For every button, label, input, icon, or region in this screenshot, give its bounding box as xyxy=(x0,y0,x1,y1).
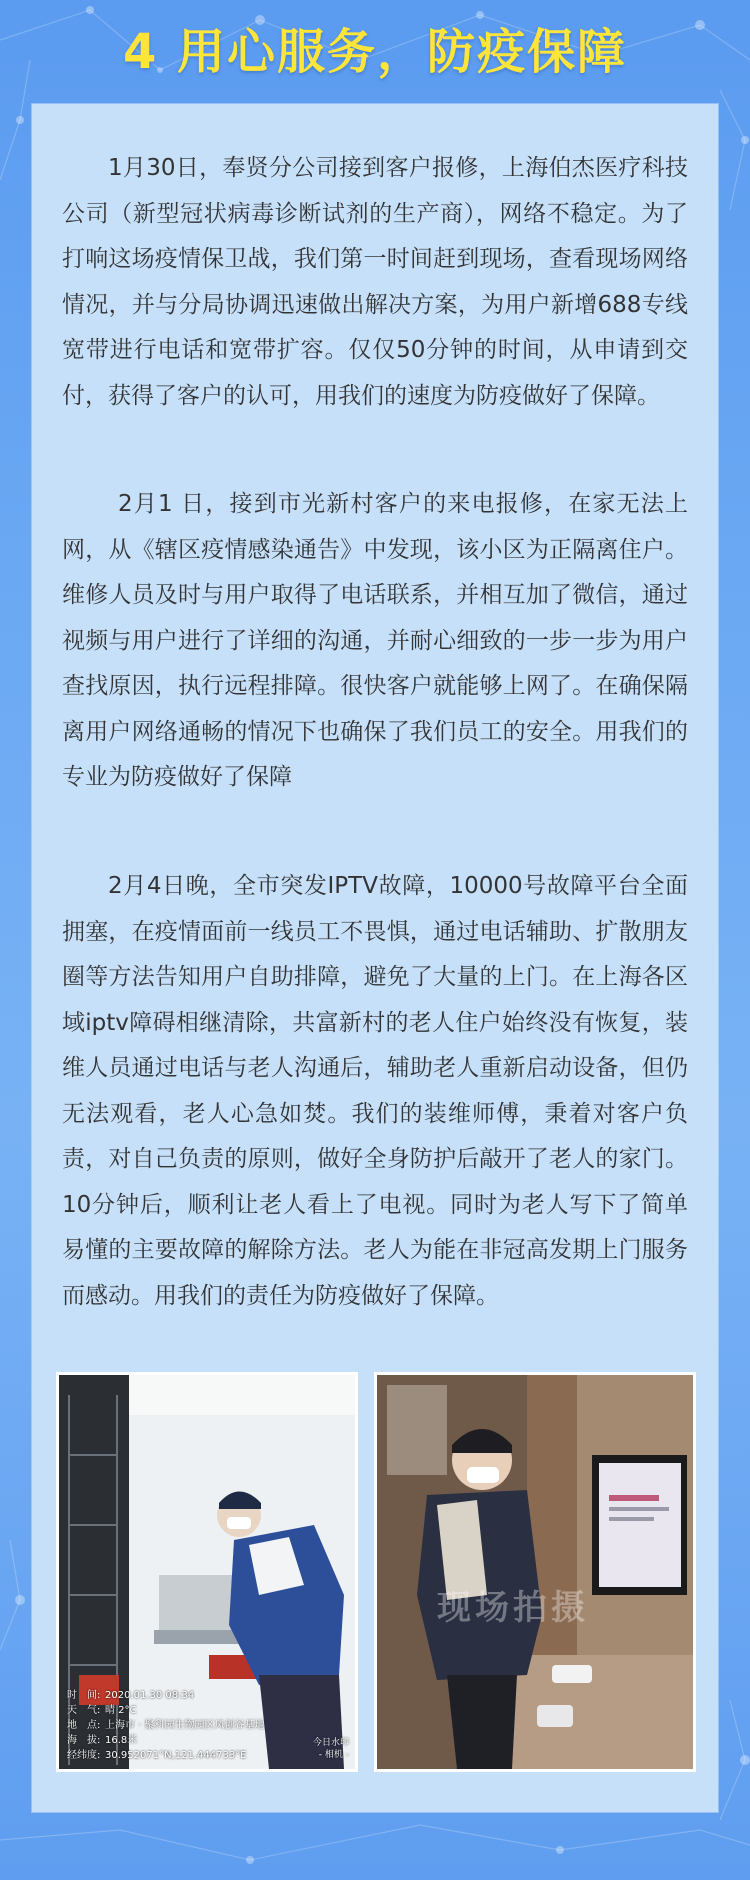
content-card xyxy=(32,104,718,1812)
watermark-app-logo: 今日水印 - 相机 - xyxy=(312,1738,349,1760)
photo-watermark-info: 时 间: 2020.01.30 08:34 天 气: 晴 2°C 地 点: 上海市 · 聚科园生物园区凤创谷基地 海 拔: 16.8米 经纬度: 30.952071°N,121.444733°E xyxy=(67,1690,265,1761)
photo-watermark: 现场拍摄 xyxy=(437,1588,589,1628)
paragraph-feb-1: 2月1 日，接到市光新村客户的来电报修，在家无法上网，从《辖区疫情感染通告》中发现，该小区为正隔离住户。维修人员及时与用户取得了电话联系，并相互加了微信，通过视频与用户进行了详细的沟通，并耐心细致的一步一步为用户查找原因，执行远程排障。很快客户就能够上网了。在确保隔离用户网络通畅的情况下也确保了我们员工的安全。用我们的专业为防疫做好了保障 xyxy=(62,491,688,790)
photo-server-room-repair xyxy=(56,1372,358,1772)
paragraph-jan-30: 1月30日，奉贤分公司接到客户报修，上海伯杰医疗科技公司（新型冠状病毒诊断试剂的生产商），网络不稳定。为了打响这场疫情保卫战，我们第一时间赶到现场，查看现场网络情况，并与分局协调迅速做出解决方案，为用户新增688专线宽带进行电话和宽带扩容。仅仅50分钟的时间，从申请到交付，获得了客户的认可，用我们的速度为防疫做好了保障。 xyxy=(62,155,688,409)
section-title: 4 用心服务，防疫保障 xyxy=(122,24,628,80)
home-tv-illustration xyxy=(377,1375,693,1769)
paragraph-feb-4: 2月4日晚，全市突发IPTV故障，10000号故障平台全面拥塞，在疫情面前一线员工不畏惧，通过电话辅助、扩散朋友圈等方法告知用户自助排障，避免了大量的上门。在上海各区域iptv障碍相继清除，共富新村的老人住户始终没有恢复，装维人员通过电话与老人沟通后，辅助老人重新启动设备，但仍无法观看，老人心急如焚。我们的装维师傅，秉着对客户负责，对自己负责的原则，做好全身防护后敲开了老人的家门。10分钟后，顺利让老人看上了电视。同时为老人写下了简单易懂的主要故障的解除方法。老人为能在非冠高发期上门服务而感动。用我们的责任为防疫做好了保障。 xyxy=(62,873,688,1309)
photo-home-tv-repair xyxy=(374,1372,696,1772)
